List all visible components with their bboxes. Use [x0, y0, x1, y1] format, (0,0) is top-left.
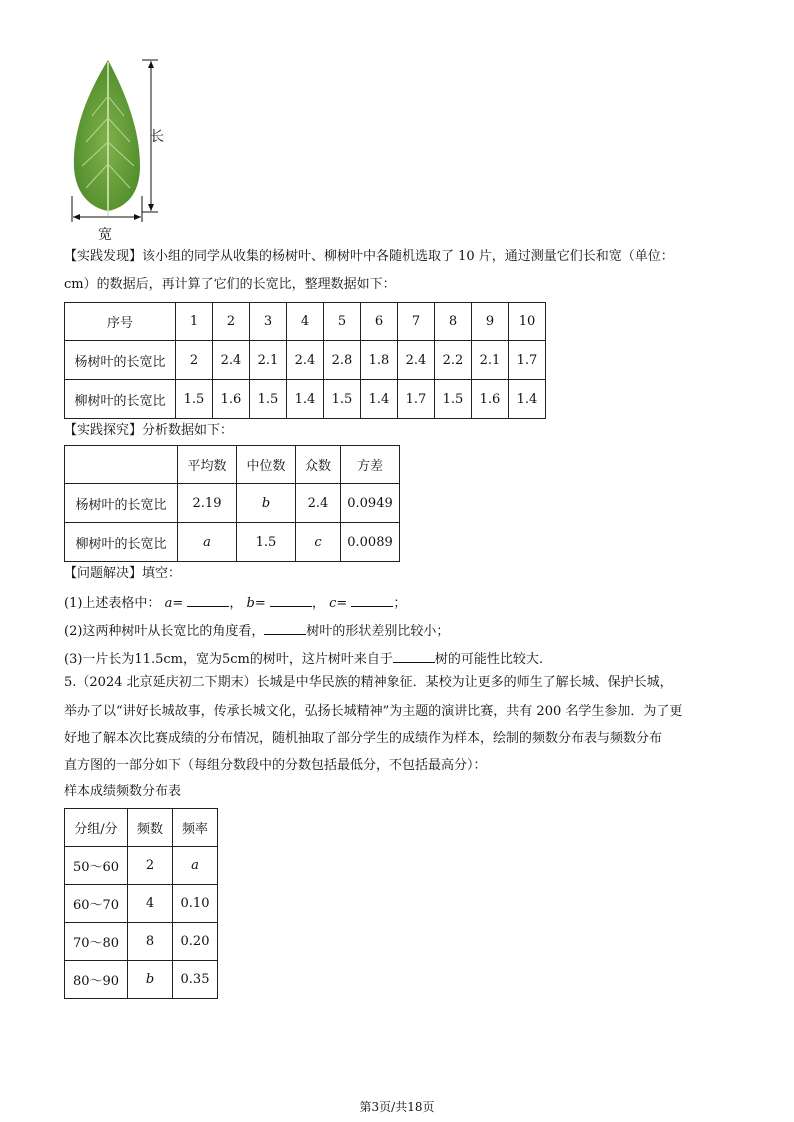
table-cell: 2.1: [472, 341, 509, 380]
table-cell: 1.8: [361, 341, 398, 380]
answer-blank-a[interactable]: [187, 592, 229, 607]
table-cell: 2.19: [178, 484, 237, 523]
table-row: [65, 341, 546, 380]
question-3-suffix: 树的可能性比较大.: [434, 652, 543, 667]
table-header-cell: 6: [361, 303, 398, 341]
question-1-prefix: (1)上述表格中：: [64, 596, 161, 611]
table-cell: 60～70: [65, 885, 128, 923]
length-label: 长: [150, 129, 164, 145]
table-cell: a: [173, 847, 218, 885]
table-cell: 2: [128, 847, 173, 885]
var-a: a: [164, 596, 173, 611]
table-cell: 1.5: [176, 380, 213, 419]
table-cell: 2.4: [287, 341, 324, 380]
question-1: [64, 592, 406, 613]
table-cell: 1.4: [361, 380, 398, 419]
leaf-figure: [62, 56, 172, 242]
table-cell: 1.5: [435, 380, 472, 419]
answer-blank-b[interactable]: [270, 592, 312, 607]
table-cell: 1.5: [250, 380, 287, 419]
table-header-cell: 众数: [296, 446, 341, 484]
table-cell: 4: [128, 885, 173, 923]
table-cell: 2.1: [250, 341, 287, 380]
table-cell: 70～80: [65, 923, 128, 961]
table-cell: 1.5: [324, 380, 361, 419]
table-cell: a: [178, 523, 237, 562]
table-header-cell: [65, 446, 178, 484]
table-cell: 1.7: [509, 341, 546, 380]
equals-sign: =: [254, 596, 266, 611]
table-cell: 80～90: [65, 961, 128, 999]
table-cell: 1.6: [472, 380, 509, 419]
table-title: 样本成绩频数分布表: [64, 784, 182, 799]
discovery-text: 【实践发现】该小组的同学从收集的杨树叶、柳树叶中各随机选取了 10 片，通过测量它们长和宽（单位：: [64, 249, 674, 264]
table-cell: 1.7: [398, 380, 435, 419]
table-cell: 0.0089: [341, 523, 400, 562]
table-header-cell: 2: [213, 303, 250, 341]
equals-sign: =: [336, 596, 348, 611]
table-cell: 2.2: [435, 341, 472, 380]
table-cell: 1.6: [213, 380, 250, 419]
problem-5-line-4: 直方图的一部分如下（每组分数段中的分数包括最低分，不包括最高分）：: [64, 758, 487, 773]
question-2-prefix: (2)这两种树叶从长宽比的角度看，: [64, 624, 265, 639]
table-header-cell: 序号: [65, 303, 176, 341]
table-header-cell: 8: [435, 303, 472, 341]
page-footer: 第3页/共18页: [359, 1100, 435, 1114]
answer-blank-q2[interactable]: [264, 620, 306, 635]
table-header-cell: 9: [472, 303, 509, 341]
table-cell: 0.0949: [341, 484, 400, 523]
table-row: [65, 523, 400, 562]
table-cell: 0.10: [173, 885, 218, 923]
discovery-text-cont: cm）的数据后，再计算了它们的长宽比，整理数据如下：: [64, 277, 396, 292]
table-header-cell: 频数: [128, 809, 173, 847]
question-2-suffix: 树叶的形状差别比较小；: [306, 624, 450, 639]
table-header-cell: 分组/分: [65, 809, 128, 847]
separator: ，: [229, 596, 243, 611]
table-cell: 2: [176, 341, 213, 380]
question-3: [64, 648, 543, 669]
table-header-cell: 频率: [173, 809, 218, 847]
answer-blank-q3[interactable]: [393, 648, 435, 663]
table-row: [65, 885, 218, 923]
problem-5-line-2: 举办了以“讲好长城故事，传承长城文化，弘扬长城精神”为主题的演讲比赛，共有 200 名学生参加．为了更: [64, 704, 683, 719]
table-cell: 2.4: [213, 341, 250, 380]
var-b: b: [246, 596, 255, 611]
table-cell: 1.4: [509, 380, 546, 419]
row-label: 杨树叶的长宽比: [65, 484, 178, 523]
table-cell: 2.4: [296, 484, 341, 523]
row-label: 柳树叶的长宽比: [65, 380, 176, 419]
row-label: 杨树叶的长宽比: [65, 341, 176, 380]
end-mark: ；: [393, 596, 407, 611]
table-cell: 1.5: [237, 523, 296, 562]
table-header-cell: 10: [509, 303, 546, 341]
table-header-cell: 中位数: [237, 446, 296, 484]
problem-5-line-3: 好地了解本次比赛成绩的分布情况，随机抽取了部分学生的成绩作为样本，绘制的频数分布表与频数分布: [64, 731, 663, 746]
table-cell: 2.4: [398, 341, 435, 380]
table-header-cell: 4: [287, 303, 324, 341]
table-row: [65, 923, 218, 961]
table-row: [65, 303, 546, 341]
table-header-cell: 7: [398, 303, 435, 341]
table-header-cell: 平均数: [178, 446, 237, 484]
table-header-cell: 1: [176, 303, 213, 341]
table-header-cell: 5: [324, 303, 361, 341]
explore-text: 【实践探究】分析数据如下：: [64, 423, 234, 438]
table-header-cell: 3: [250, 303, 287, 341]
table-cell: 8: [128, 923, 173, 961]
question-3-prefix: (3)一片长为11.5cm，宽为5cm的树叶，这片树叶来自于: [64, 652, 393, 667]
leaf-ratio-table: [64, 302, 546, 419]
table-row: [65, 446, 400, 484]
answer-blank-c[interactable]: [351, 592, 393, 607]
table-cell: b: [237, 484, 296, 523]
table-cell: 0.20: [173, 923, 218, 961]
solve-text: 【问题解决】填空：: [64, 566, 182, 581]
analysis-table: [64, 445, 400, 562]
problem-5-line-1: 5.（2024 北京延庆初二下期末）长城是中华民族的精神象征．某校为让更多的师生了解长城、保护长城，: [64, 675, 673, 690]
table-row: [65, 809, 218, 847]
table-cell: b: [128, 961, 173, 999]
equals-sign: =: [172, 596, 184, 611]
table-row: [65, 961, 218, 999]
var-c: c: [329, 596, 337, 611]
table-cell: 0.35: [173, 961, 218, 999]
table-cell: 50～60: [65, 847, 128, 885]
question-2: [64, 620, 449, 641]
separator: ，: [311, 596, 325, 611]
leaf-icon: [74, 60, 140, 211]
table-cell: 2.8: [324, 341, 361, 380]
table-cell: c: [296, 523, 341, 562]
row-label: 柳树叶的长宽比: [65, 523, 178, 562]
table-header-cell: 方差: [341, 446, 400, 484]
width-label: 宽: [98, 227, 112, 243]
table-row: [65, 484, 400, 523]
table-row: [65, 847, 218, 885]
table-cell: 1.4: [287, 380, 324, 419]
table-row: [65, 380, 546, 419]
frequency-table: [64, 808, 218, 999]
